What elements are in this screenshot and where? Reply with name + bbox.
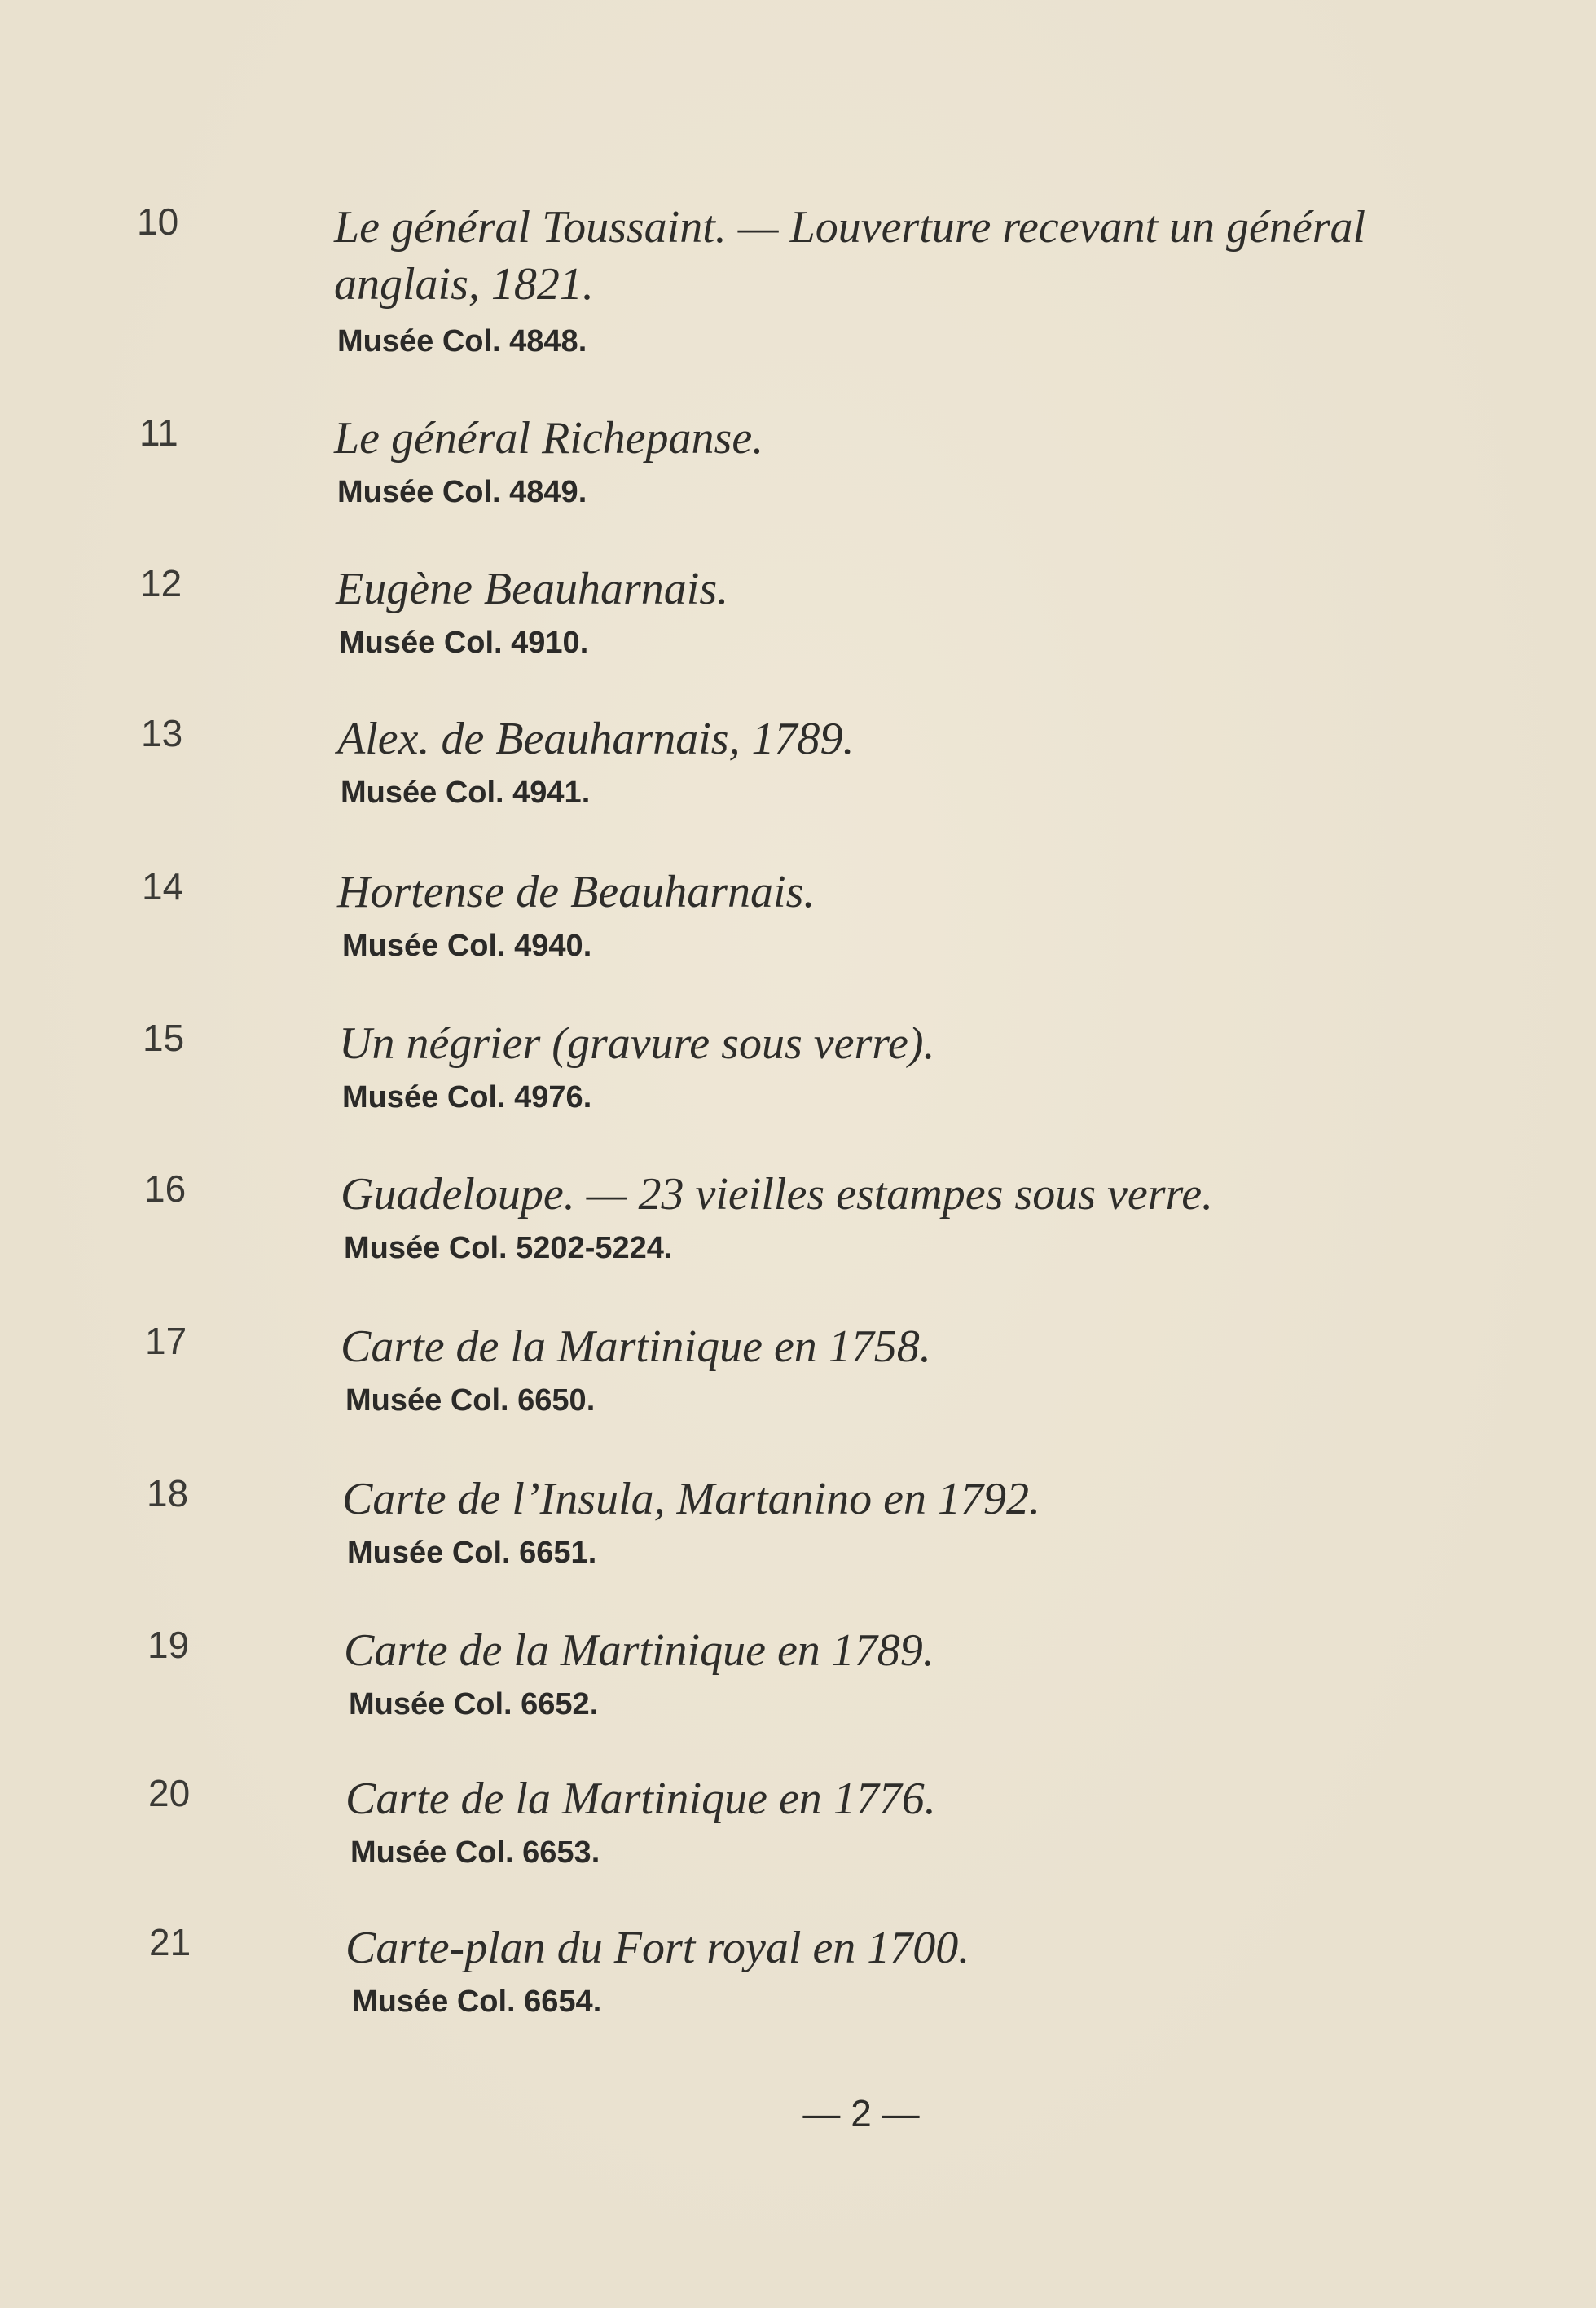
entry-number: 11 [139, 411, 178, 454]
catalog-entry-18 [0, 1471, 1596, 1601]
catalog-entry-10 [0, 199, 1596, 358]
entry-reference: Musée Col. 5202-5224. [344, 1231, 673, 1265]
entry-number: 13 [141, 712, 183, 754]
catalog-entry-20 [0, 1770, 1596, 1901]
entry-title: Alex. de Beauharnais, 1789. [337, 714, 855, 764]
entry-reference: Musée Col. 6653. [350, 1835, 600, 1870]
catalog-entry-21 [0, 1919, 1596, 2050]
entry-reference: Musée Col. 6654. [352, 1985, 602, 2019]
catalog-entry-15 [0, 1015, 1596, 1145]
entry-title: Carte de la Martinique en 1776. [345, 1774, 936, 1824]
catalog-entry-12 [0, 561, 1596, 691]
catalog-entry-14 [0, 864, 1596, 994]
entry-title: Carte de la Martinique en 1758. [341, 1321, 931, 1372]
page-number: — 2 — [802, 2092, 920, 2134]
entry-title: Carte de la Martinique en 1789. [344, 1625, 934, 1676]
catalog-entry-17 [0, 1318, 1596, 1449]
entry-reference: Musée Col. 6651. [347, 1536, 597, 1570]
catalog-entry-16 [0, 1166, 1596, 1296]
entry-number: 21 [149, 1921, 191, 1963]
entry-number: 12 [140, 562, 182, 604]
entry-title: Carte de l’Insula, Martanino en 1792. [342, 1474, 1041, 1524]
entry-number: 14 [142, 865, 184, 908]
entry-number: 15 [143, 1017, 185, 1059]
entry-number: 18 [147, 1472, 189, 1514]
entry-number: 10 [137, 200, 179, 243]
entry-reference: Musée Col. 4910. [339, 626, 589, 660]
entry-reference: Musée Col. 4848. [337, 324, 587, 358]
entry-title: Carte-plan du Fort royal en 1700. [345, 1923, 970, 1973]
entry-reference: Musée Col. 4976. [342, 1080, 592, 1114]
entry-title: Le général Richepanse. [334, 413, 764, 464]
entry-number: 20 [148, 1772, 191, 1814]
entry-title: Le général Toussaint. — Louverture recevant un général [334, 202, 1366, 253]
entry-title: Guadeloupe. — 23 vieilles estampes sous verre. [341, 1169, 1214, 1220]
entry-number: 16 [144, 1167, 187, 1210]
entry-reference: Musée Col. 4941. [341, 776, 591, 810]
catalog-entry-19 [0, 1622, 1596, 1752]
entry-title: Hortense de Beauharnais. [337, 867, 816, 917]
entry-title: Un négrier (gravure sous verre). [339, 1018, 935, 1069]
entry-number: 19 [147, 1624, 190, 1666]
entry-title-continuation: anglais, 1821. [334, 259, 594, 310]
catalog-entry-11 [0, 410, 1596, 540]
entry-reference: Musée Col. 6652. [349, 1687, 599, 1721]
catalog-entry-13 [0, 710, 1596, 841]
entry-title: Eugène Beauharnais. [336, 564, 729, 614]
entry-reference: Musée Col. 4940. [342, 929, 592, 963]
entry-reference: Musée Col. 4849. [337, 475, 587, 509]
entry-number: 17 [145, 1320, 187, 1362]
entry-reference: Musée Col. 6650. [345, 1383, 596, 1418]
